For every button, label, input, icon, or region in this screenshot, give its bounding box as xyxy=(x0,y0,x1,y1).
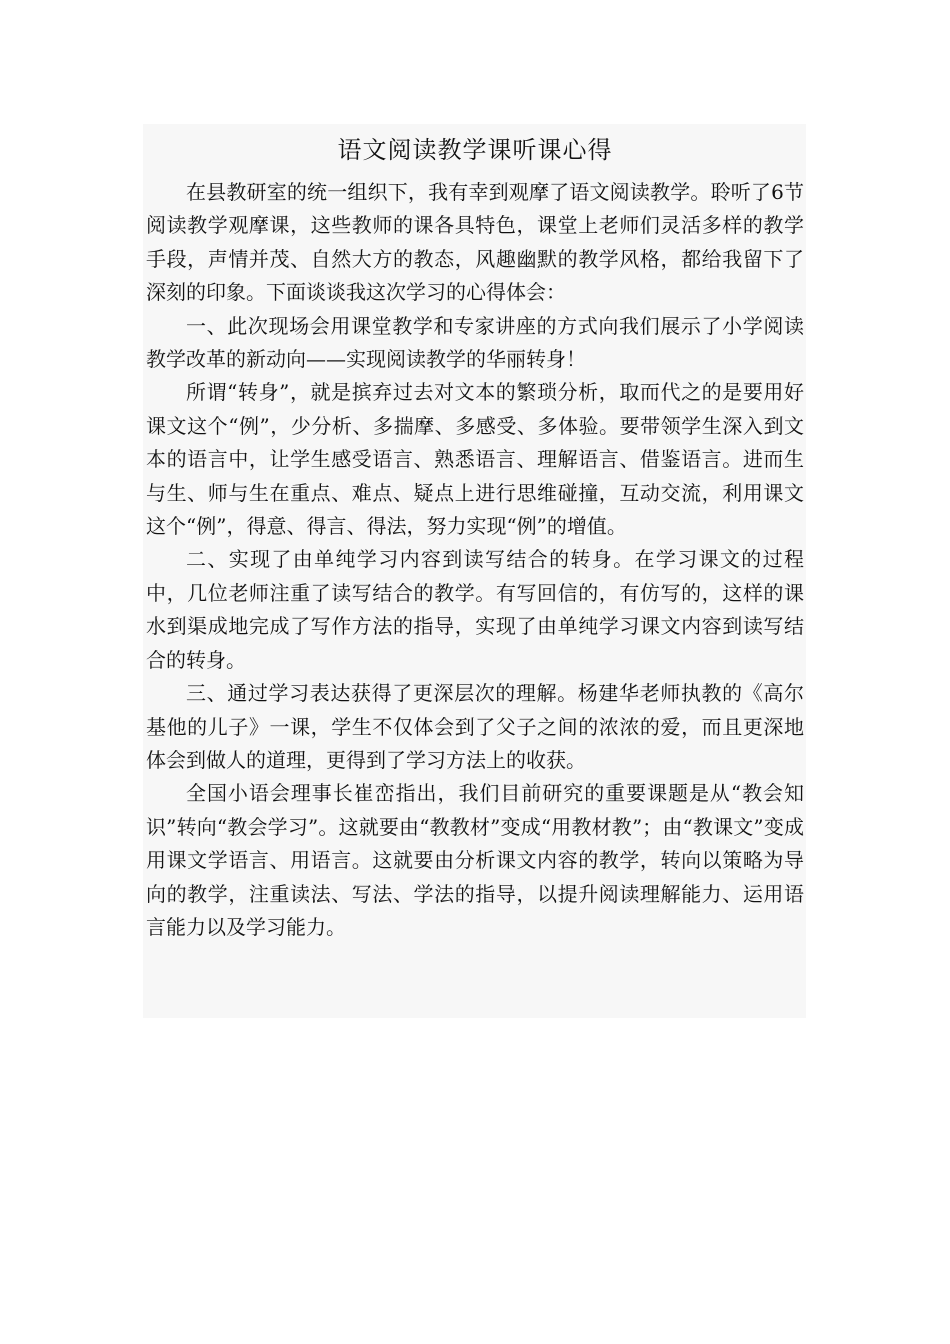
paragraph-turn-explanation: 所谓“转身”，就是摈弃过去对文本的繁琐分析，取而代之的是要用好课文这个“例”，少分析、多揣摩、多感受、多体验。要带领学生深入到文本的语言中，让学生感受语言、熟悉语言、理解语言、借鉴语言。进而生与生、师与生在重点、难点、疑点上进行思维碰撞，互动交流，利用课文这个“例”，得意、得言、得法，努力实现“例”的增值。 xyxy=(146,380,804,539)
paragraph-conclusion: 全国小语会理事长崔峦指出，我们目前研究的重要课题是从“教会知识”转向“教会学习”。这就要由“教教材”变成“用教材教”；由“教课文”变成用课文学语言、用语言。这就要由分析课文内容的教学，转向以策略为导向的教学，注重读法、写法、学法的指导，以提升阅读理解能力、运用语言能力以及学习能力。 xyxy=(146,781,804,939)
paragraph-point-two: 二、实现了由单纯学习内容到读写结合的转身。在学习课文的过程中，几位老师注重了读写结合的教学。有写回信的，有仿写的，这样的课水到渠成地完成了写作方法的指导，实现了由单纯学习课文内容到读写结合的转身。 xyxy=(146,547,804,672)
document-title: 语文阅读教学课听课心得 xyxy=(337,136,613,164)
paragraph-intro: 在县教研室的统一组织下，我有幸到观摩了语文阅读教学。聆听了6节阅读教学观摩课，这些教师的课各具特色，课堂上老师们灵活多样的教学手段，声情并茂、自然大方的教态，风趣幽默的教学风格，都给我留下了深刻的印象。下面谈谈我这次学习的心得体会： xyxy=(146,180,804,305)
paragraph-point-three: 三、通过学习表达获得了更深层次的理解。杨建华老师执教的《高尔基他的儿子》一课，学生不仅体会到了父子之间的浓浓的爱，而且更深地体会到做人的道理，更得到了学习方法上的收获。 xyxy=(146,681,804,772)
paragraph-point-one: 一、此次现场会用课堂教学和专家讲座的方式向我们展示了小学阅读教学改革的新动向——实现阅读教学的华丽转身！ xyxy=(146,313,804,372)
document-body xyxy=(143,124,806,1018)
